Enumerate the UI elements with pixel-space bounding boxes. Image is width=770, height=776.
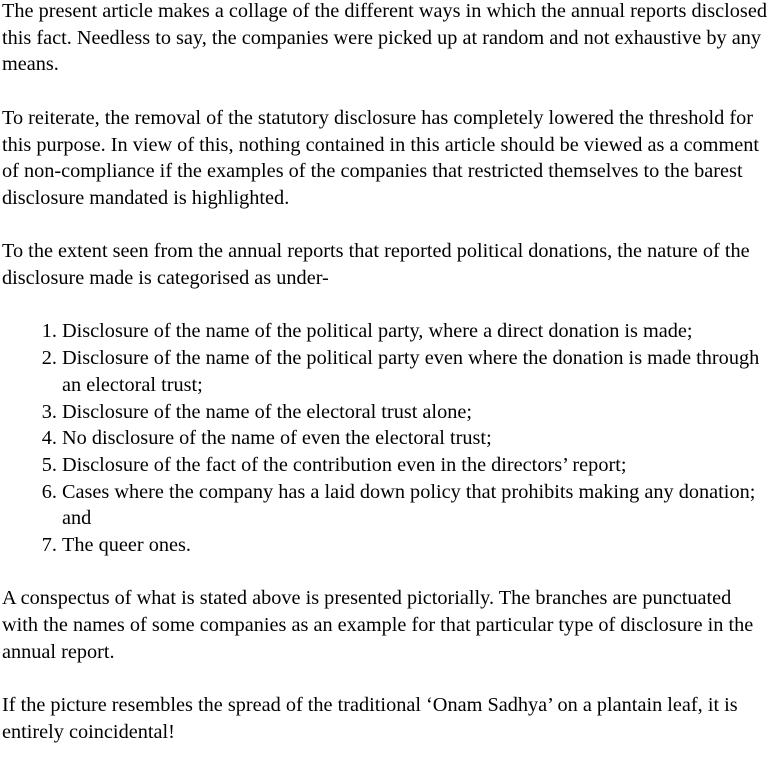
list-item: 1. Disclosure of the name of the political party, where a direct donation is made; xyxy=(62,318,768,345)
list-item: 6. Cases where the company has a laid down policy that prohibits making any donation; and xyxy=(62,479,768,532)
paragraph-reiterate: To reiterate, the removal of the statutory disclosure has completely lowered the threshold for this purpose. In view of this, nothing contained in this article should be viewed as a comment of non-compliance if the examples of the companies that restricted themselves to the barest disclosure mandated is highlighted. xyxy=(2,106,760,209)
list-item: 2. Disclosure of the name of the political party even where the donation is made through an electoral trust; xyxy=(62,345,768,398)
paragraph-intro: The present article makes a collage of the different ways in which the annual reports disclosed this fact. Needless to say, the companies were picked up at random and not exhaustive by any means. xyxy=(2,0,767,76)
paragraph-conspectus: A conspectus of what is stated above is presented pictorially. The branches are punctuated with the names of some companies as an example for that particular type of disclosure in the annual report. xyxy=(2,587,754,663)
paragraph-onam-sadhya: If the picture resembles the spread of the traditional ‘Onam Sadhya’ on a plantain leaf, it is entirely coincidental! xyxy=(2,694,738,743)
paragraph-extent: To the extent seen from the annual reports that reported political donations, the nature of the disclosure made is categorised as under- xyxy=(2,240,750,289)
list-item: 4. No disclosure of the name of even the electoral trust; xyxy=(62,425,768,452)
list-item: 3. Disclosure of the name of the electoral trust alone; xyxy=(62,399,768,426)
list-item: 5. Disclosure of the fact of the contribution even in the directors’ report; xyxy=(62,452,768,479)
disclosure-categories-list xyxy=(2,318,768,558)
list-item: 7. The queer ones. xyxy=(62,532,768,559)
